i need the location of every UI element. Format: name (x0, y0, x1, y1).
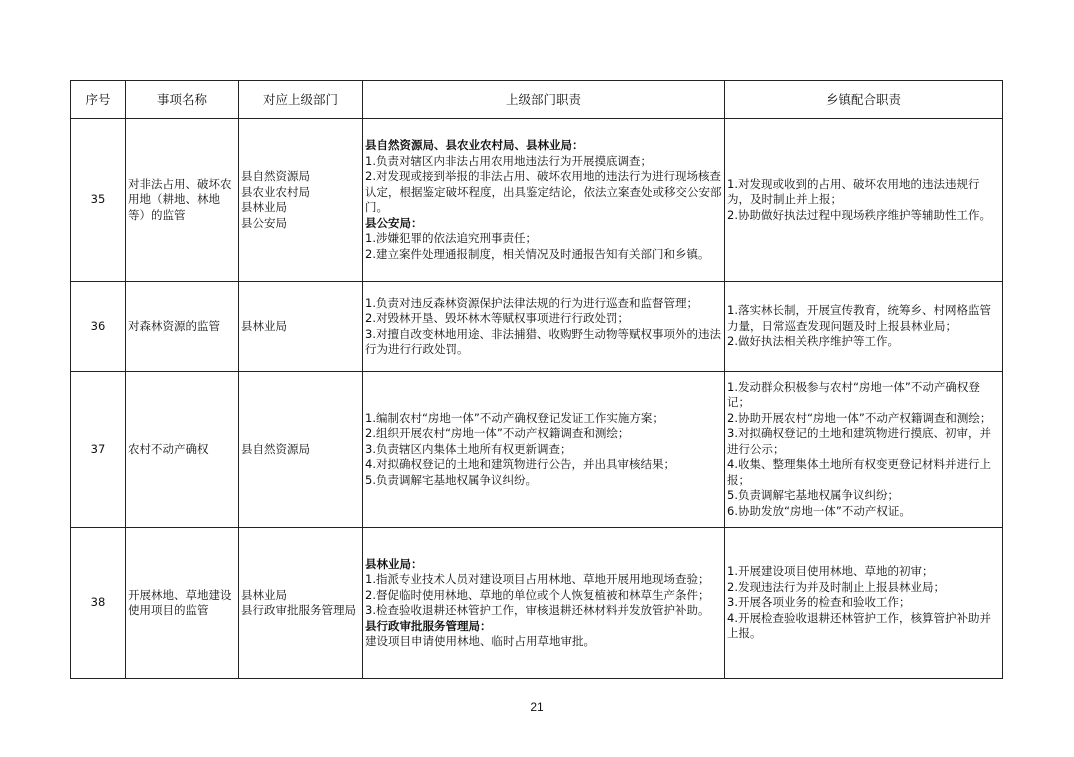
duty-line: 1.编制农村“房地一体”不动产确权登记发证工作实施方案； (365, 410, 664, 425)
header-superior-dept: 对应上级部门 (239, 81, 363, 119)
duty-line: 2.对发现或接到举报的非法占用、破坏农用地的违法行为进行现场核查认定，根据鉴定破坏程度，出具鉴定结论，依法立案查处或移交公安部门。 (365, 169, 722, 214)
dept-line: 县自然资源局 (241, 441, 310, 456)
duty-line: 5.负责调解宅基地权属争议纠纷。 (365, 472, 537, 487)
dept-line: 县林业局 (241, 587, 287, 602)
item-name-cell: 对非法占用、破坏农用地（耕地、林地等）的监管 (126, 119, 239, 282)
table-row (71, 528, 1003, 679)
item-name-cell: 开展林地、草地建设使用项目的监管 (126, 528, 239, 679)
town-duty-line: 2.协助做好执法过程中现场秩序维护等辅助性工作。 (727, 207, 991, 222)
town-duty-line: 1.开展建设项目使用林地、草地的初审； (727, 564, 934, 579)
serial-cell: 35 (71, 119, 126, 282)
town-duty-line: 2.协助开展农村“房地一体”不动产权籍调查和测绘； (727, 410, 992, 425)
duty-line: 1.涉嫌犯罪的依法追究刑事责任； (365, 231, 537, 245)
town-duties-cell (725, 119, 1003, 282)
town-duty-line: 3.开展各项业务的检查和验收工作； (727, 595, 911, 610)
table-row (71, 372, 1003, 528)
town-duty-line: 2.做好执法相关秩序维护等工作。 (727, 334, 899, 349)
town-duty-line: 1.对发现或收到的占用、破坏农用地的违法违规行为，及时制止并上报； (727, 176, 980, 207)
duty-line: 1.指派专业技术人员对建设项目占用林地、草地开展用地现场查验； (365, 572, 710, 586)
duty-line: 2.对毁林开垦、毁坏林木等赋权事项进行行政处罚； (365, 311, 629, 325)
duty-line: 1.负责对辖区内非法占用农用地违法行为开展摸底调查； (365, 153, 652, 168)
dept-line: 县农业农村局 (241, 184, 310, 199)
town-duty-line: 5.负责调解宅基地权属争议纠纷； (727, 488, 899, 503)
table-row (71, 282, 1003, 372)
table-header-row (71, 81, 1003, 119)
table-row (71, 119, 1003, 282)
superior-dept-cell (239, 372, 363, 528)
superior-duties-cell (363, 119, 725, 282)
town-duties-cell (725, 282, 1003, 372)
item-name-cell: 对森林资源的监管 (126, 282, 239, 372)
superior-dept-cell (239, 528, 363, 679)
town-duty-line: 1.发动群众积极参与农村“房地一体”不动产确权登记； (727, 379, 980, 410)
town-duty-line: 1.落实林长制，开展宣传教育，统筹乡、村网格监管力量，日常巡查发现问题及时上报县林业局； (727, 303, 991, 333)
superior-duties-cell (363, 528, 725, 679)
duty-line: 1.负责对违反森林资源保护法律法规的行为进行巡查和监督管理； (365, 295, 698, 310)
town-duty-line: 4.开展检查验收退耕还林管护工作，核算管护补助并上报。 (727, 610, 991, 641)
town-duty-line: 2.发现违法行为并及时制止上报县林业局； (727, 579, 945, 594)
duty-line: 3.检查验收退耕还林管护工作，审核退耕还林材料并发放管护补助。 (365, 603, 710, 617)
duty-heading: 县行政审批服务管理局： (365, 618, 492, 633)
duty-line: 3.负责辖区内集体土地所有权更新调查； (365, 441, 572, 456)
header-superior-duties: 上级部门职责 (363, 81, 725, 119)
dept-line: 县林业局 (241, 318, 287, 333)
duty-heading: 县公安局： (365, 215, 423, 230)
duty-line: 建设项目申请使用林地、临时占用草地审批。 (365, 634, 595, 648)
duty-line: 3.对擅自改变林地用途、非法捕猎、收购野生动物等赋权事项外的违法行为进行行政处罚。 (365, 326, 721, 356)
dept-line: 县林业局 (241, 200, 287, 214)
town-duty-line: 3.对拟确权登记的土地和建筑物进行摸底、初审，并进行公示； (727, 426, 991, 456)
town-duty-line: 4.收集、整理集体土地所有权变更登记材料并进行上报； (727, 457, 991, 487)
town-duties-cell (725, 372, 1003, 528)
dept-line: 县公安局 (241, 215, 287, 230)
header-item-name: 事项名称 (126, 81, 239, 119)
serial-cell: 38 (71, 528, 126, 679)
dept-line: 县行政审批服务管理局 (241, 603, 356, 617)
superior-duties-cell (363, 372, 725, 528)
duty-heading: 县林业局： (365, 556, 423, 571)
dept-line: 县自然资源局 (241, 169, 310, 183)
duty-heading: 县自然资源局、县农业农村局、县林业局： (365, 138, 584, 152)
duty-line: 2.督促临时使用林地、草地的单位或个人恢复植被和林草生产条件； (365, 587, 710, 602)
duty-line: 2.组织开展农村“房地一体”不动产权籍调查和测绘； (365, 426, 630, 441)
page-number: 21 (530, 700, 544, 714)
superior-duties-cell (363, 282, 725, 372)
town-duties-cell (725, 528, 1003, 679)
header-town-duties: 乡镇配合职责 (725, 81, 1003, 119)
superior-dept-cell (239, 282, 363, 372)
item-name-cell: 农村不动产确权 (126, 372, 239, 528)
header-serial: 序号 (71, 81, 126, 119)
superior-dept-cell (239, 119, 363, 282)
town-duty-line: 6.协助发放“房地一体”不动产权证。 (727, 503, 911, 518)
serial-cell: 36 (71, 282, 126, 372)
serial-cell: 37 (71, 372, 126, 528)
duty-line: 2.建立案件处理通报制度，相关情况及时通报告知有关部门和乡镇。 (365, 246, 710, 261)
responsibility-table (70, 80, 1003, 679)
duty-line: 4.对拟确权登记的土地和建筑物进行公告，并出具审核结果； (365, 457, 675, 472)
